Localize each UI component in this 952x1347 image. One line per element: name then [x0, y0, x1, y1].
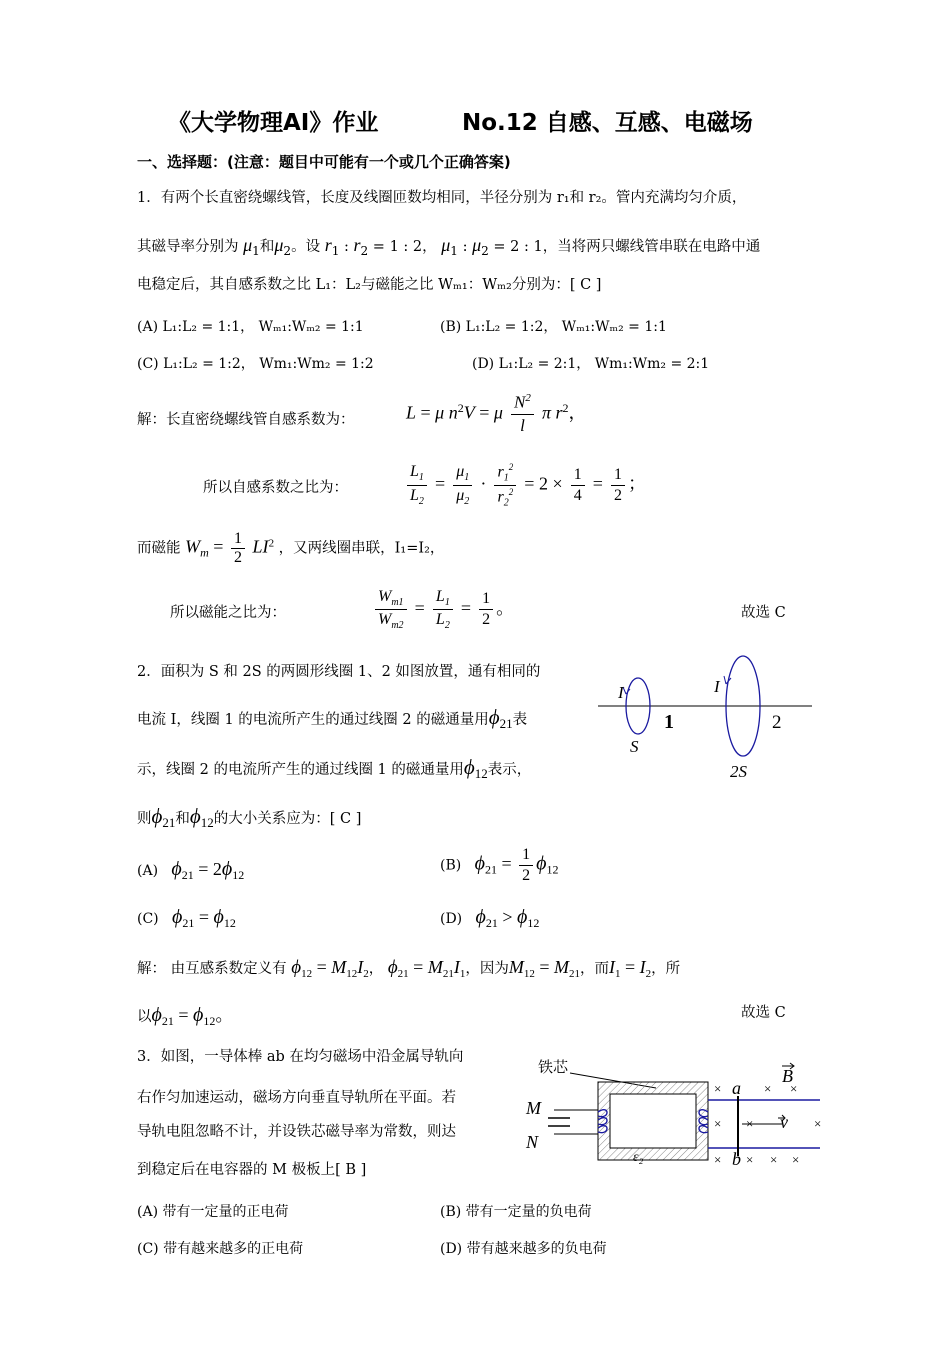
svg-text:×: × — [790, 1081, 798, 1096]
fig-end-a: a — [732, 1078, 741, 1098]
fig-core-label: 铁芯 — [538, 1060, 569, 1076]
q1-answer: 故选 C — [741, 605, 786, 621]
fig-area-2s: 2S — [730, 762, 747, 781]
q3-circuit-figure — [520, 1048, 830, 1173]
q3-option-d: (D) 带有越来越多的负电荷 — [440, 1241, 607, 1257]
q1-energy-ratio-label: 所以磁能之比为： — [170, 605, 286, 621]
svg-text:×: × — [714, 1152, 722, 1167]
fig-end-b: b — [732, 1149, 741, 1169]
q1-solution-intro: 解：长直密绕螺线管自感系数为： — [137, 412, 355, 428]
q1-ratio-label: 所以自感系数之比为： — [203, 480, 348, 496]
svg-text:×: × — [770, 1152, 778, 1167]
current-arrow-2-icon — [724, 676, 731, 684]
q2-option-d: (D) $\phi_{21} > \phi_{12}$ — [440, 906, 540, 930]
q1-line2: 其磁导率分别为 $\mu_1$和$\mu_2$。设 $r_1$ : $r_2 = 1$ : 2， $\mu_1$ : $\mu_2 = 2$ : 1，当将两只螺线管串联在电路中通 — [137, 235, 761, 258]
q1-option-c: (C) L₁:L₂ = 1:2， Wm₁:Wm₂ = 1:2 — [137, 356, 374, 372]
fig-plate-n: N — [526, 1132, 539, 1152]
q2-line3: 示，线圈 2 的电流所产生的通过线圈 1 的磁通量用$\phi_{12}$表示， — [137, 755, 532, 781]
fig-current-2: I — [714, 677, 720, 696]
section-heading: 一、选择题：(注意：题目中可能有一个或几个正确答案) — [137, 153, 511, 171]
q2-answer: 故选 C — [741, 1005, 786, 1021]
svg-text:×: × — [746, 1116, 754, 1131]
q2-line4: 则$\phi_{21}$和$\phi_{12}$的大小关系应为：[ C ] — [137, 804, 362, 830]
q1-option-d: (D) L₁:L₂ = 2:1， Wm₁:Wm₂ = 2:1 — [472, 356, 710, 372]
q2-solution: 解： 由互感系数定义有 $\phi_{12} = M_{12}I_2$， $\phi_{21} = M_{21}I_1$，因为$M_{12} = M_{21}$，而$I_1 = I_2$，所 — [137, 957, 681, 980]
q2-line2: 电流 I，线圈 1 的电流所产生的通过线圈 2 的磁通量用$\phi_{21}$表 — [137, 705, 528, 731]
title-right: No.12 自感、互感、电磁场 — [462, 110, 753, 136]
q3-line1: 3．如图，一导体棒 ab 在均匀磁场中沿金属导轨向 — [137, 1049, 464, 1065]
fig-current-1: I — [618, 683, 624, 702]
title-left: 《大学物理AI》作业 — [168, 110, 379, 136]
q1-formula-ratio: $\frac{L_1}{L_2}$ = $\frac{\mu_1}{\mu_2}$ · $\frac{r_1^2}{r_2^2}$ = 2 × $\frac{1}{4}$ = $\frac{1}{2}$ ； — [404, 462, 646, 508]
q2-coils-figure — [590, 650, 820, 785]
q3-line4: 到稳定后在电容器的 M 极板上[ B ] — [137, 1162, 367, 1178]
q2-option-c: (C) $\phi_{21} = \phi_{12}$ — [137, 906, 236, 930]
q1-formula-energy-ratio: $\frac{W_{m1}}{W_{m2}}$ = $\frac{L_1}{L_2}$ = $\frac{1}{2}$ 。 — [372, 588, 514, 631]
q3-line2: 右作匀加速运动，磁场方向垂直导轨所在平面。若 — [137, 1090, 456, 1106]
q2-option-b: (B) $\phi_{21}$ = $\frac{1}{2}$ $\phi_{12}$ — [440, 846, 559, 884]
q2-line1: 2．面积为 S 和 2S 的两圆形线圈 1、2 如图放置，通有相同的 — [137, 664, 541, 680]
q1-line3: 电稳定后，其自感系数之比 L₁：L₂与磁能之比 Wₘ₁：Wₘ₂分别为：[ C ] — [137, 277, 602, 293]
q3-line3: 导轨电阻忽略不计，并设铁芯磁导率为常数，则达 — [137, 1124, 456, 1140]
fig-plate-m: M — [526, 1098, 541, 1118]
svg-text:×: × — [714, 1081, 722, 1096]
q1-line1: 1．有两个长直密绕螺线管，长度及线圈匝数均相同，半径分别为 r₁和 r₂。管内充满均匀介质， — [137, 190, 747, 206]
q1-option-a: (A) L₁:L₂ = 1:1， Wₘ₁:Wₘ₂ = 1:1 — [137, 319, 364, 335]
svg-text:×: × — [792, 1152, 800, 1167]
svg-text:×: × — [764, 1081, 772, 1096]
fig-velocity: v — [780, 1112, 788, 1132]
iron-core-window — [610, 1094, 696, 1148]
fig-emf: ε₂ — [633, 1150, 644, 1165]
fig-field-b: B — [782, 1066, 793, 1086]
q1-energy-line: 而磁能 $W_m$ = $\frac{1}{2}$ $LI^2$ ，又两线圈串联，I₁=I₂， — [137, 530, 445, 566]
q1-formula-inductance: L = μ $n^2V = \mu$ $\frac{N^2}{l}$ π $r^2$， — [406, 392, 587, 435]
svg-text:×: × — [746, 1152, 754, 1167]
fig-coil-2-label: 2 — [772, 712, 782, 733]
q1-option-b: (B) L₁:L₂ = 1:2， Wₘ₁:Wₘ₂ = 1:1 — [440, 319, 667, 335]
fig-area-s: S — [630, 737, 639, 756]
svg-text:×: × — [814, 1116, 822, 1131]
q2-solution-cont: 以$\phi_{21} = \phi_{12}$。 — [137, 1004, 234, 1028]
q3-option-b: (B) 带有一定量的负电荷 — [440, 1204, 592, 1220]
fig-coil-1-label: 1 — [664, 711, 674, 733]
q3-option-a: (A) 带有一定量的正电荷 — [137, 1204, 289, 1220]
q2-option-a: (A) $\phi_{21} = 2\phi_{12}$ — [137, 858, 245, 882]
svg-text:×: × — [714, 1116, 722, 1131]
q3-option-c: (C) 带有越来越多的正电荷 — [137, 1241, 304, 1257]
